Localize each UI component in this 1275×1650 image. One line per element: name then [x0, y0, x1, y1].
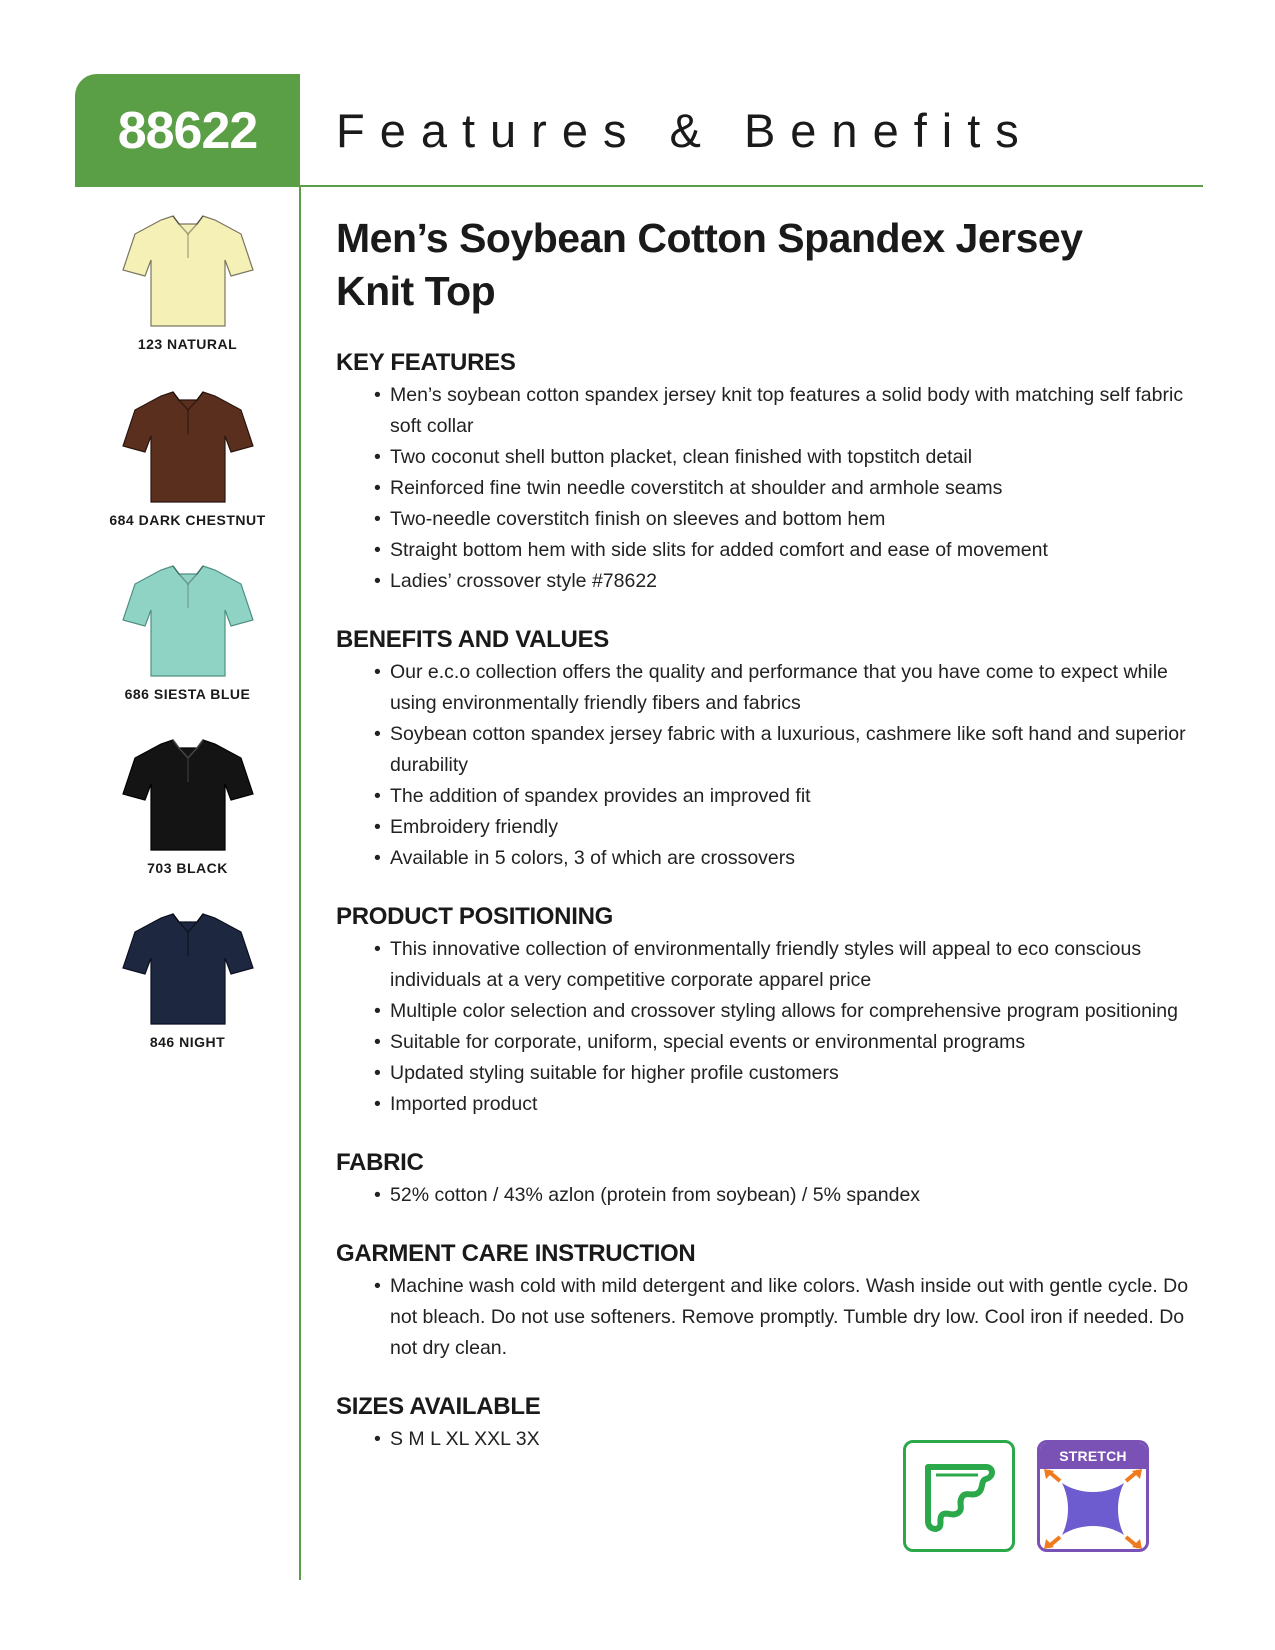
list-item: • Two-needle coverstitch finish on sleeves and bottom hem [374, 504, 1196, 535]
list-item: • Imported product [374, 1089, 1196, 1120]
polo-shirt-icon [113, 560, 263, 680]
list-item: • 52% cotton / 43% azlon (protein from soybean) / 5% spandex [374, 1180, 1196, 1211]
polo-shirt-icon [113, 734, 263, 854]
section-fabric [336, 1148, 1196, 1211]
list-item: • Multiple color selection and crossover styling allows for comprehensive program positioning [374, 996, 1196, 1027]
eco-fabric-icon [906, 1443, 1012, 1549]
color-swatch-night[interactable] [100, 908, 275, 1050]
stretch-label: STRETCH [1040, 1443, 1146, 1469]
color-swatch-siesta-blue[interactable] [100, 560, 275, 702]
list-item: • S M L XL XXL 3X [374, 1424, 1196, 1455]
main-content [336, 212, 1196, 1455]
color-label: 703 BLACK [147, 860, 228, 876]
section-benefits-and-values [336, 625, 1196, 874]
polo-shirt-icon [113, 210, 263, 330]
color-label: 846 NIGHT [149, 1034, 226, 1050]
list-item: • Available in 5 colors, 3 of which are crossovers [374, 843, 1196, 874]
section-heading: BENEFITS AND VALUES [336, 626, 609, 653]
stretch-icon [1040, 1469, 1146, 1549]
list-item: • Reinforced fine twin needle coverstitch at shoulder and armhole seams [374, 473, 1196, 504]
list-item: • Ladies’ crossover style #78622 [374, 566, 1196, 597]
list-item: • Embroidery friendly [374, 812, 1196, 843]
list-item: • Updated styling suitable for higher profile customers [374, 1058, 1196, 1089]
color-swatch-natural[interactable] [100, 210, 275, 352]
polo-shirt-icon [113, 386, 263, 506]
list-item: • Straight bottom hem with side slits for added comfort and ease of movement [374, 535, 1196, 566]
style-number-block [75, 74, 300, 187]
color-swatch-dark-chestnut[interactable] [100, 386, 275, 528]
section-heading: KEY FEATURES [336, 349, 516, 376]
list-item: • Our e.c.o collection offers the quality and performance that you have come to expect while using environmentally friendly fibers and fabrics [374, 657, 1196, 719]
color-swatch-black[interactable] [100, 734, 275, 876]
section-heading: FABRIC [336, 1149, 424, 1176]
stretch-badge [1037, 1440, 1149, 1552]
header-divider [75, 185, 1203, 187]
list-item: • Men’s soybean cotton spandex jersey knit top features a solid body with matching self fabric soft collar [374, 380, 1196, 442]
section-garment-care [336, 1239, 1196, 1364]
bullet-list [336, 1180, 1196, 1211]
bullet-list [336, 934, 1196, 1120]
section-heading: PRODUCT POSITIONING [336, 903, 613, 930]
eco-badge [903, 1440, 1015, 1552]
list-item: • Two coconut shell button placket, clean finished with topstitch detail [374, 442, 1196, 473]
polo-shirt-icon [113, 908, 263, 1028]
page-title: Features & Benefits [336, 104, 1034, 157]
product-title: Men’s Soybean Cotton Spandex Jersey Knit Top [336, 215, 1083, 314]
section-heading: GARMENT CARE INSTRUCTION [336, 1240, 696, 1267]
list-item: • Suitable for corporate, uniform, special events or environmental programs [374, 1027, 1196, 1058]
bullet-list [336, 1271, 1196, 1364]
bullet-list [336, 380, 1196, 597]
color-label: 686 SIESTA BLUE [124, 686, 251, 702]
section-heading: SIZES AVAILABLE [336, 1393, 541, 1420]
style-number: 88622 [117, 101, 258, 160]
list-item: • This innovative collection of environmentally friendly styles will appeal to eco conscious individuals at a very competitive corporate apparel price [374, 934, 1196, 996]
column-divider [299, 185, 301, 1580]
color-label: 123 NATURAL [137, 336, 238, 352]
list-item: • Machine wash cold with mild detergent and like colors. Wash inside out with gentle cycle. Do not bleach. Do not use softeners. Remove promptly. Tumble dry low. Cool iron if needed. Do not dry clean. [374, 1271, 1196, 1364]
bullet-list [336, 657, 1196, 874]
section-key-features [336, 348, 1196, 597]
list-item: • Soybean cotton spandex jersey fabric with a luxurious, cashmere like soft hand and superior durability [374, 719, 1196, 781]
list-item: • The addition of spandex provides an improved fit [374, 781, 1196, 812]
section-product-positioning [336, 902, 1196, 1120]
color-label: 684 DARK CHESTNUT [109, 512, 266, 528]
